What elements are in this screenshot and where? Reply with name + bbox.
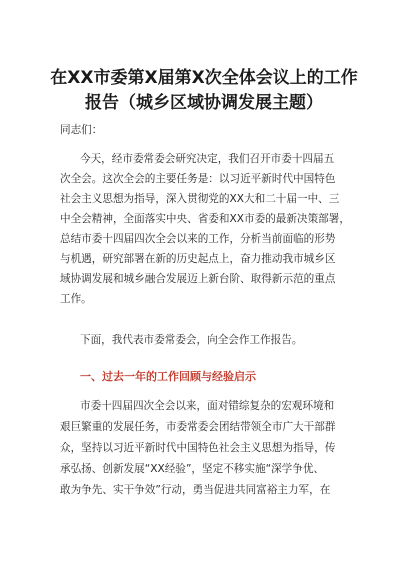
paragraph-1-line: 域协调发展和城乡融合发展迈上新台阶、取得新示范的重点 <box>60 273 336 285</box>
paragraph-1-line: 今天，经市委常委会研究决定，我们召开市委十四届五 <box>80 153 335 165</box>
paragraph-3-line: 艰巨繁重的发展任务，市委常委会团结带领全市广大干部群 <box>60 421 336 433</box>
document-title-line-2: 报告（城乡区域协调发展主题） <box>85 93 323 113</box>
paragraph-3-line: 承弘扬、创新发展“XX经验”，坚定不移实施“深学争优、 <box>60 463 325 475</box>
paragraph-1-line: 与机遇，研究部署在新的历史起点上，奋力推动我市城乡区 <box>60 253 336 265</box>
paragraph-1-line: 社会主义思想为指导，深入贯彻党的XX大和二十届一中、三 <box>60 193 340 205</box>
paragraph-3-line: 市委十四届四次全会以来，面对错综复杂的宏观环境和 <box>80 400 335 412</box>
paragraph-1-line: 工作。 <box>60 293 92 305</box>
paragraph-3-line: 敢为争先、实干争效”行动，勇当促进共同富裕主力军，在 <box>60 484 331 496</box>
paragraph-1-line: 中全会精神，全面落实中央、省委和XX市委的最新决策部署， <box>60 213 350 225</box>
salutation: 同志们： <box>60 124 103 136</box>
paragraph-1-line: 次全会。这次全会的主要任务是：以习近平新时代中国特色 <box>60 173 336 185</box>
section-1-heading: 一、过去一年的工作回顾与经验启示 <box>80 370 256 383</box>
paragraph-1-line: 总结市委十四届四次全会以来的工作，分析当前面临的形势 <box>60 233 336 245</box>
paragraph-2: 下面，我代表市委常委会，向全会作工作报告。 <box>80 334 303 346</box>
paragraph-3-line: 众，坚持以习近平新时代中国特色社会主义思想为指导，传 <box>60 442 336 454</box>
document-title-line-1: 在XX市委第X届第X次全体会议上的工作 <box>50 68 358 88</box>
